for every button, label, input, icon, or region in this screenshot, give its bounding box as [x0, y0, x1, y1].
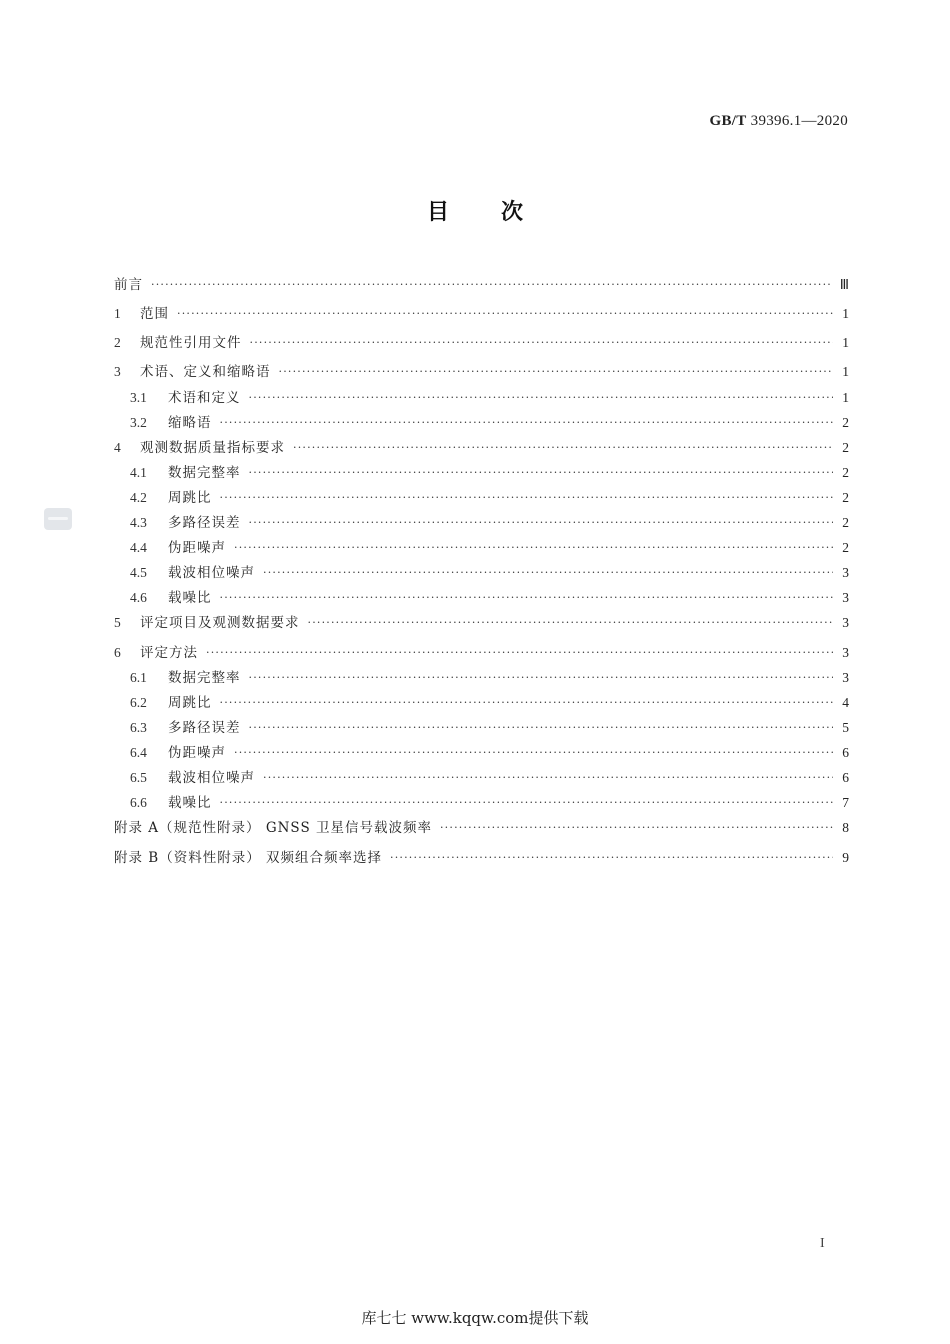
toc-leader-dots [220, 693, 834, 713]
toc-entry-number: 6.3 [130, 720, 147, 735]
toc-entry-page: 9 [842, 850, 849, 865]
toc-entry-label: 观测数据质量指标要求 [140, 440, 285, 456]
toc-entry-label: 伪距噪声 [168, 540, 226, 556]
toc-entry-label: 附录 A（规范性附录） GNSS 卫星信号载波频率 [114, 820, 432, 836]
toc-entry-label: 周跳比 [168, 695, 212, 711]
toc-entry-number: 4.6 [130, 590, 147, 605]
toc-entry[interactable] [114, 438, 849, 458]
toc-entry[interactable] [114, 743, 849, 763]
toc-entry-page: 4 [842, 695, 849, 710]
watermark-logo-icon [44, 508, 72, 530]
toc-leader-dots [220, 588, 834, 608]
toc-leader-dots [249, 388, 834, 408]
toc-leader-dots [440, 818, 833, 838]
toc-entry-page: 8 [842, 820, 849, 835]
toc-entry[interactable] [114, 793, 849, 813]
toc-entry-label: 评定项目及观测数据要求 [140, 615, 300, 631]
toc-entry-number: 3 [114, 364, 121, 379]
toc-entry[interactable] [114, 818, 849, 838]
toc-entry-label: 规范性引用文件 [140, 335, 242, 351]
toc-entry[interactable] [114, 538, 849, 558]
toc-leader-dots [390, 848, 833, 868]
toc-entry-page: 1 [842, 390, 849, 405]
toc-entry-label: 多路径误差 [168, 720, 241, 736]
toc-entry-label: 缩略语 [168, 415, 212, 431]
toc-entry[interactable] [114, 768, 849, 788]
toc-entry-number: 4.3 [130, 515, 147, 530]
toc-entry-number: 5 [114, 615, 121, 630]
toc-entry[interactable] [114, 333, 849, 353]
toc-entry[interactable] [114, 563, 849, 583]
toc-leader-dots [293, 438, 833, 458]
toc-entry[interactable] [114, 613, 849, 633]
toc-leader-dots [263, 768, 833, 788]
toc-entry-label: 载波相位噪声 [168, 770, 255, 786]
toc-entry-page: 1 [842, 364, 849, 379]
toc-entry-label: 载噪比 [168, 590, 212, 606]
toc-entry-label: 载波相位噪声 [168, 565, 255, 581]
toc-entry-page: Ⅲ [839, 277, 849, 292]
toc-leader-dots [249, 513, 834, 533]
standard-prefix: GB/T [709, 113, 747, 129]
toc-entry[interactable] [114, 463, 849, 483]
toc-leader-dots [308, 613, 834, 633]
toc-entry-page: 2 [842, 465, 849, 480]
toc-entry-label: 周跳比 [168, 490, 212, 506]
toc-leader-dots [220, 413, 834, 433]
toc-entry-number: 3.2 [130, 415, 147, 430]
toc-entry-page: 2 [842, 415, 849, 430]
toc-entry-page: 3 [842, 670, 849, 685]
toc-entry[interactable] [114, 488, 849, 508]
download-footer: 库七七 www.kqqw.com提供下载 [361, 1309, 589, 1327]
toc-entry-label: 多路径误差 [168, 515, 241, 531]
toc-entry-label: 数据完整率 [168, 670, 241, 686]
standard-number: 39396.1—2020 [750, 113, 848, 129]
toc-entry-page: 3 [842, 645, 849, 660]
toc-entry-label: 伪距噪声 [168, 745, 226, 761]
toc-entry-number: 4.1 [130, 465, 147, 480]
toc-entry-number: 6.6 [130, 795, 147, 810]
toc-entry-number: 3.1 [130, 390, 147, 405]
toc-entry-number: 6.4 [130, 745, 147, 760]
toc-entry-number: 6.1 [130, 670, 147, 685]
toc-entry-label: 载噪比 [168, 795, 212, 811]
toc-entry-label: 术语、定义和缩略语 [140, 364, 271, 380]
toc-entry[interactable] [114, 693, 849, 713]
toc-entry-number: 6.5 [130, 770, 147, 785]
toc-leader-dots [250, 333, 834, 353]
toc-entry[interactable] [114, 668, 849, 688]
toc-entry-page: 3 [842, 590, 849, 605]
toc-entry[interactable] [114, 304, 849, 324]
toc-entry-page: 3 [842, 615, 849, 630]
toc-entry-label: 术语和定义 [168, 390, 241, 406]
toc-entry-page: 3 [842, 565, 849, 580]
toc-entry-number: 6.2 [130, 695, 147, 710]
toc-entry-label: 数据完整率 [168, 465, 241, 481]
toc-leader-dots [234, 538, 833, 558]
toc-entry-number: 4.5 [130, 565, 147, 580]
toc-entry-number: 6 [114, 645, 121, 660]
standard-code [710, 113, 848, 130]
toc-leader-dots [151, 275, 832, 295]
toc-entry-number: 2 [114, 335, 121, 350]
toc-leader-dots [220, 793, 834, 813]
toc-entry-label: 前言 [114, 277, 143, 293]
toc-leader-dots [249, 718, 834, 738]
toc-entry-page: 2 [842, 540, 849, 555]
toc-entry-page: 2 [842, 440, 849, 455]
toc-entry-label: 评定方法 [140, 645, 198, 661]
toc-leader-dots [249, 668, 834, 688]
toc-entry-number: 4.4 [130, 540, 147, 555]
toc-entry-number: 4.2 [130, 490, 147, 505]
toc-leader-dots [249, 463, 834, 483]
toc-entry-page: 2 [842, 490, 849, 505]
toc-entry[interactable] [114, 718, 849, 738]
toc-leader-dots [177, 304, 833, 324]
page-number: I [820, 1236, 825, 1251]
toc-leader-dots [279, 362, 834, 382]
toc-entry-page: 5 [842, 720, 849, 735]
toc-entry-page: 6 [842, 770, 849, 785]
toc-entry-number: 4 [114, 440, 121, 455]
toc-entry[interactable] [114, 388, 849, 408]
toc-leader-dots [220, 488, 834, 508]
toc-entry-page: 1 [842, 306, 849, 321]
toc-entry-label: 附录 B（资料性附录） 双频组合频率选择 [114, 850, 383, 866]
page-title: 目次 [426, 200, 575, 225]
toc-entry[interactable] [114, 643, 849, 663]
toc-entry[interactable] [114, 413, 849, 433]
toc-entry-number: 1 [114, 306, 121, 321]
toc-entry-label: 范围 [140, 306, 169, 322]
toc-entry-page: 1 [842, 335, 849, 350]
toc-leader-dots [234, 743, 833, 763]
toc-entry[interactable] [114, 275, 849, 295]
toc-entry-page: 6 [842, 745, 849, 760]
toc-entry-page: 7 [842, 795, 849, 810]
toc-entry[interactable] [114, 513, 849, 533]
toc-entry-page: 2 [842, 515, 849, 530]
toc-entry[interactable] [114, 362, 849, 382]
toc-entry[interactable] [114, 588, 849, 608]
toc-leader-dots [206, 643, 833, 663]
toc-leader-dots [263, 563, 833, 583]
toc-entry[interactable] [114, 848, 849, 868]
